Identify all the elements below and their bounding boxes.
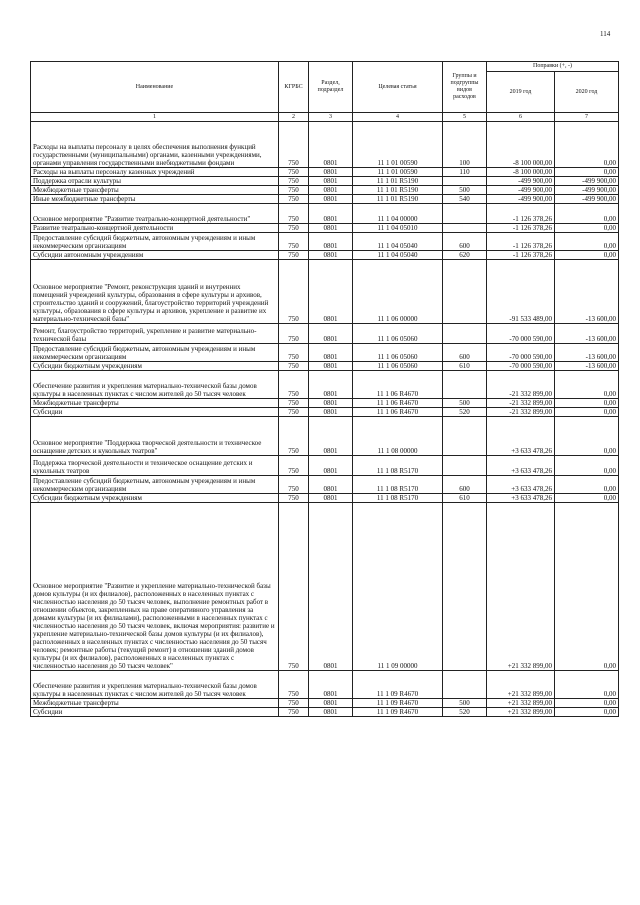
row-grbs: 750 <box>279 324 309 344</box>
row-amount-2019: +21 332 899,00 <box>487 503 555 671</box>
header-2020: 2020 год <box>555 72 619 113</box>
column-index: 3 <box>309 113 353 122</box>
row-grbs: 750 <box>279 168 309 177</box>
row-grbs: 750 <box>279 204 309 224</box>
column-index-row <box>31 113 619 122</box>
row-target: 11 1 08 00000 <box>353 417 443 456</box>
row-target: 11 1 06 R4670 <box>353 399 443 408</box>
row-name: Субсидии автономным учреждениям <box>31 251 279 260</box>
row-target: 11 1 09 R4670 <box>353 708 443 717</box>
row-section: 0801 <box>309 324 353 344</box>
row-group <box>443 456 487 476</box>
row-group <box>443 204 487 224</box>
row-group <box>443 260 487 324</box>
row-name: Расходы на выплаты персоналу казенных учреждений <box>31 168 279 177</box>
row-group <box>443 177 487 186</box>
row-section: 0801 <box>309 224 353 233</box>
row-amount-2019: -1 126 378,26 <box>487 251 555 260</box>
row-amount-2020: -499 900,00 <box>555 195 619 204</box>
header-grbs: КГРБС <box>279 62 309 113</box>
row-target: 11 1 01 00590 <box>353 122 443 168</box>
column-index: 2 <box>279 113 309 122</box>
column-index: 6 <box>487 113 555 122</box>
row-target: 11 1 09 00000 <box>353 503 443 671</box>
row-grbs: 750 <box>279 251 309 260</box>
row-amount-2020: 0,00 <box>555 503 619 671</box>
row-group: 520 <box>443 708 487 717</box>
table-row <box>31 371 619 399</box>
row-amount-2020: -499 900,00 <box>555 186 619 195</box>
row-group: 600 <box>443 233 487 251</box>
row-amount-2020: 0,00 <box>555 708 619 717</box>
row-amount-2020: 0,00 <box>555 233 619 251</box>
row-target: 11 1 04 05040 <box>353 251 443 260</box>
row-target: 11 1 06 R4670 <box>353 371 443 399</box>
row-group: 610 <box>443 362 487 371</box>
row-target: 11 1 01 00590 <box>353 168 443 177</box>
row-amount-2020: -499 900,00 <box>555 177 619 186</box>
row-name: Расходы на выплаты персоналу в целях обеспечения выполнения функций государственными (муниципальными) органами, казенными учреждениями, органами управления государственными внебюджетными фондами <box>31 122 279 168</box>
table-row <box>31 251 619 260</box>
row-group: 500 <box>443 399 487 408</box>
row-section: 0801 <box>309 195 353 204</box>
row-section: 0801 <box>309 399 353 408</box>
row-amount-2019: -499 900,00 <box>487 186 555 195</box>
row-name: Основное мероприятие "Ремонт, реконструкция зданий и внутренних помещений учреждений культуры, образования в сфере культуры и архивов, строительство зданий и сооружений, благоустройство территорий учреждений культуры, образования в сфере культуры и архивов, укрепление и развитие их материально-технической базы" <box>31 260 279 324</box>
row-amount-2019: -21 332 899,00 <box>487 371 555 399</box>
row-amount-2019: -70 000 590,00 <box>487 324 555 344</box>
row-grbs: 750 <box>279 233 309 251</box>
row-target: 11 1 01 R5190 <box>353 195 443 204</box>
table-row <box>31 494 619 503</box>
row-amount-2019: -91 533 489,00 <box>487 260 555 324</box>
row-section: 0801 <box>309 177 353 186</box>
row-section: 0801 <box>309 204 353 224</box>
row-amount-2019: +3 633 478,26 <box>487 456 555 476</box>
row-target: 11 1 04 00000 <box>353 204 443 224</box>
row-grbs: 750 <box>279 122 309 168</box>
row-grbs: 750 <box>279 503 309 671</box>
row-target: 11 1 08 R5170 <box>353 456 443 476</box>
row-section: 0801 <box>309 233 353 251</box>
row-section: 0801 <box>309 344 353 362</box>
row-amount-2019: -70 000 590,00 <box>487 362 555 371</box>
row-name: Развитие театрально-концертной деятельности <box>31 224 279 233</box>
row-section: 0801 <box>309 371 353 399</box>
row-grbs: 750 <box>279 494 309 503</box>
row-name: Субсидии бюджетным учреждениям <box>31 494 279 503</box>
row-amount-2020: 0,00 <box>555 456 619 476</box>
row-name: Основное мероприятие "Развитие театрально-концертной деятельности" <box>31 204 279 224</box>
row-grbs: 750 <box>279 408 309 417</box>
row-amount-2020: 0,00 <box>555 224 619 233</box>
header-amendments: Поправки (+, -) <box>487 62 619 72</box>
row-group: 600 <box>443 476 487 494</box>
row-amount-2019: -1 126 378,26 <box>487 224 555 233</box>
row-group: 520 <box>443 408 487 417</box>
row-name: Обеспечение развития и укрепления материально-технической базы домов культуры в населенных пунктах с числом жителей до 50 тысяч человек <box>31 671 279 699</box>
row-target: 11 1 06 00000 <box>353 260 443 324</box>
row-amount-2020: 0,00 <box>555 371 619 399</box>
row-section: 0801 <box>309 260 353 324</box>
column-index: 5 <box>443 113 487 122</box>
row-name: Межбюджетные трансферты <box>31 186 279 195</box>
row-grbs: 750 <box>279 399 309 408</box>
row-amount-2019: +3 633 478,26 <box>487 417 555 456</box>
row-section: 0801 <box>309 362 353 371</box>
row-target: 11 1 06 05060 <box>353 324 443 344</box>
row-grbs: 750 <box>279 186 309 195</box>
row-name: Поддержка отрасли культуры <box>31 177 279 186</box>
row-grbs: 750 <box>279 177 309 186</box>
row-target: 11 1 08 R5170 <box>353 476 443 494</box>
column-index: 1 <box>31 113 279 122</box>
row-group <box>443 417 487 456</box>
row-amount-2019: -8 100 000,00 <box>487 168 555 177</box>
row-group: 100 <box>443 122 487 168</box>
table-body <box>31 122 619 717</box>
table-row <box>31 224 619 233</box>
row-grbs: 750 <box>279 224 309 233</box>
row-name: Субсидии <box>31 708 279 717</box>
row-name: Предоставление субсидий бюджетным, автономным учреждениям и иным некоммерческим организациям <box>31 344 279 362</box>
row-amount-2019: +21 332 899,00 <box>487 699 555 708</box>
row-group <box>443 671 487 699</box>
column-index: 4 <box>353 113 443 122</box>
table-row <box>31 476 619 494</box>
row-group: 610 <box>443 494 487 503</box>
row-section: 0801 <box>309 699 353 708</box>
row-amount-2019: -21 332 899,00 <box>487 408 555 417</box>
row-name: Предоставление субсидий бюджетным, автономным учреждениям и иным некоммерческим организациям <box>31 476 279 494</box>
header-target: Целевая статья <box>353 62 443 113</box>
row-amount-2020: 0,00 <box>555 417 619 456</box>
header-section: Раздел, подраздел <box>309 62 353 113</box>
table-row <box>31 456 619 476</box>
table-row <box>31 699 619 708</box>
row-target: 11 1 06 05060 <box>353 344 443 362</box>
row-section: 0801 <box>309 417 353 456</box>
row-name: Иные межбюджетные трансферты <box>31 195 279 204</box>
row-amount-2019: -21 332 899,00 <box>487 399 555 408</box>
row-target: 11 1 01 R5190 <box>353 177 443 186</box>
row-section: 0801 <box>309 708 353 717</box>
row-group <box>443 371 487 399</box>
row-name: Межбюджетные трансферты <box>31 399 279 408</box>
page-number: 114 <box>600 30 611 38</box>
row-amount-2019: -499 900,00 <box>487 177 555 186</box>
column-index: 7 <box>555 113 619 122</box>
row-section: 0801 <box>309 408 353 417</box>
row-target: 11 1 06 05060 <box>353 362 443 371</box>
row-grbs: 750 <box>279 195 309 204</box>
table-row <box>31 399 619 408</box>
row-amount-2020: -13 600,00 <box>555 324 619 344</box>
row-section: 0801 <box>309 186 353 195</box>
table-row <box>31 324 619 344</box>
table-row <box>31 408 619 417</box>
row-amount-2020: -13 600,00 <box>555 362 619 371</box>
row-group <box>443 324 487 344</box>
row-grbs: 750 <box>279 708 309 717</box>
row-grbs: 750 <box>279 417 309 456</box>
row-target: 11 1 04 05040 <box>353 233 443 251</box>
row-name: Субсидии <box>31 408 279 417</box>
row-amount-2019: +21 332 899,00 <box>487 671 555 699</box>
row-amount-2020: -13 600,00 <box>555 344 619 362</box>
row-section: 0801 <box>309 168 353 177</box>
row-name: Ремонт, благоустройство территорий, укрепление и развитие материально-технической базы <box>31 324 279 344</box>
row-section: 0801 <box>309 494 353 503</box>
table-row <box>31 503 619 671</box>
table-row <box>31 168 619 177</box>
table-row <box>31 417 619 456</box>
row-name: Межбюджетные трансферты <box>31 699 279 708</box>
table-row <box>31 195 619 204</box>
table-row <box>31 671 619 699</box>
header-2019: 2019 год <box>487 72 555 113</box>
row-amount-2019: -1 126 378,26 <box>487 233 555 251</box>
row-grbs: 750 <box>279 456 309 476</box>
row-amount-2019: +3 633 478,26 <box>487 494 555 503</box>
row-grbs: 750 <box>279 260 309 324</box>
table-row <box>31 362 619 371</box>
row-target: 11 1 04 05010 <box>353 224 443 233</box>
row-grbs: 750 <box>279 371 309 399</box>
row-amount-2020: 0,00 <box>555 408 619 417</box>
row-amount-2020: 0,00 <box>555 494 619 503</box>
row-grbs: 750 <box>279 699 309 708</box>
table-row <box>31 344 619 362</box>
row-name: Основное мероприятие "Развитие и укрепление материально-технической базы домов культуры (и их филиалов), расположенных в населенных пунктах с численностью населения до 50 тысяч человек, выполнение ремонтных работ в отношении объектов, закрепленных на праве оперативного управления за домами культуры (и их филиалами), расположенными в населенных пунктах с численностью населения до 50 тысяч человек, включая мероприятия: развитие и укрепление материально-технической базы домов культуры (и их филиалов), расположенных в населенных пунктах с численностью населения до 50 тысяч человек; ремонтные работы (текущий ремонт) в отношении зданий домов культуры (и их филиалов), расположенных в населенных пунктах с численностью населения до 50 тысяч человек" <box>31 503 279 671</box>
row-name: Субсидии бюджетным учреждениям <box>31 362 279 371</box>
row-amount-2019: +21 332 899,00 <box>487 708 555 717</box>
header-group: Группы и подгруппы видов расходов <box>443 62 487 113</box>
row-amount-2019: +3 633 478,26 <box>487 476 555 494</box>
row-amount-2020: 0,00 <box>555 399 619 408</box>
row-section: 0801 <box>309 671 353 699</box>
row-group: 540 <box>443 195 487 204</box>
row-amount-2019: -8 100 000,00 <box>487 122 555 168</box>
header-name: Наименование <box>31 62 279 113</box>
row-amount-2020: 0,00 <box>555 476 619 494</box>
row-group: 500 <box>443 699 487 708</box>
budget-amendments-table <box>30 61 619 717</box>
row-section: 0801 <box>309 122 353 168</box>
table-row <box>31 186 619 195</box>
table-row <box>31 122 619 168</box>
row-name: Поддержка творческой деятельности и техническое оснащение детских и кукольных театров <box>31 456 279 476</box>
row-section: 0801 <box>309 251 353 260</box>
row-target: 11 1 08 R5170 <box>353 494 443 503</box>
row-grbs: 750 <box>279 362 309 371</box>
row-amount-2019: -70 000 590,00 <box>487 344 555 362</box>
row-target: 11 1 01 R5190 <box>353 186 443 195</box>
row-grbs: 750 <box>279 476 309 494</box>
row-target: 11 1 09 R4670 <box>353 671 443 699</box>
row-target: 11 1 09 R4670 <box>353 699 443 708</box>
row-grbs: 750 <box>279 671 309 699</box>
table-row <box>31 177 619 186</box>
row-section: 0801 <box>309 503 353 671</box>
table-row <box>31 260 619 324</box>
row-group: 500 <box>443 186 487 195</box>
table-row <box>31 233 619 251</box>
row-target: 11 1 06 R4670 <box>353 408 443 417</box>
row-amount-2020: 0,00 <box>555 251 619 260</box>
row-group <box>443 503 487 671</box>
row-amount-2020: -13 600,00 <box>555 260 619 324</box>
row-group: 600 <box>443 344 487 362</box>
row-amount-2020: 0,00 <box>555 671 619 699</box>
row-amount-2020: 0,00 <box>555 699 619 708</box>
row-group: 110 <box>443 168 487 177</box>
row-amount-2020: 0,00 <box>555 168 619 177</box>
row-amount-2020: 0,00 <box>555 204 619 224</box>
row-amount-2020: 0,00 <box>555 122 619 168</box>
row-name: Обеспечение развития и укрепления материально-технической базы домов культуры в населенных пунктах с числом жителей до 50 тысяч человек <box>31 371 279 399</box>
row-name: Предоставление субсидий бюджетным, автономным учреждениям и иным некоммерческим организациям <box>31 233 279 251</box>
table-row <box>31 708 619 717</box>
row-section: 0801 <box>309 456 353 476</box>
row-amount-2019: -499 900,00 <box>487 195 555 204</box>
row-section: 0801 <box>309 476 353 494</box>
row-grbs: 750 <box>279 344 309 362</box>
table-row <box>31 204 619 224</box>
row-amount-2019: -1 126 378,26 <box>487 204 555 224</box>
row-name: Основное мероприятие "Поддержка творческой деятельности и техническое оснащение детских и кукольных театров" <box>31 417 279 456</box>
row-group: 620 <box>443 251 487 260</box>
row-group <box>443 224 487 233</box>
